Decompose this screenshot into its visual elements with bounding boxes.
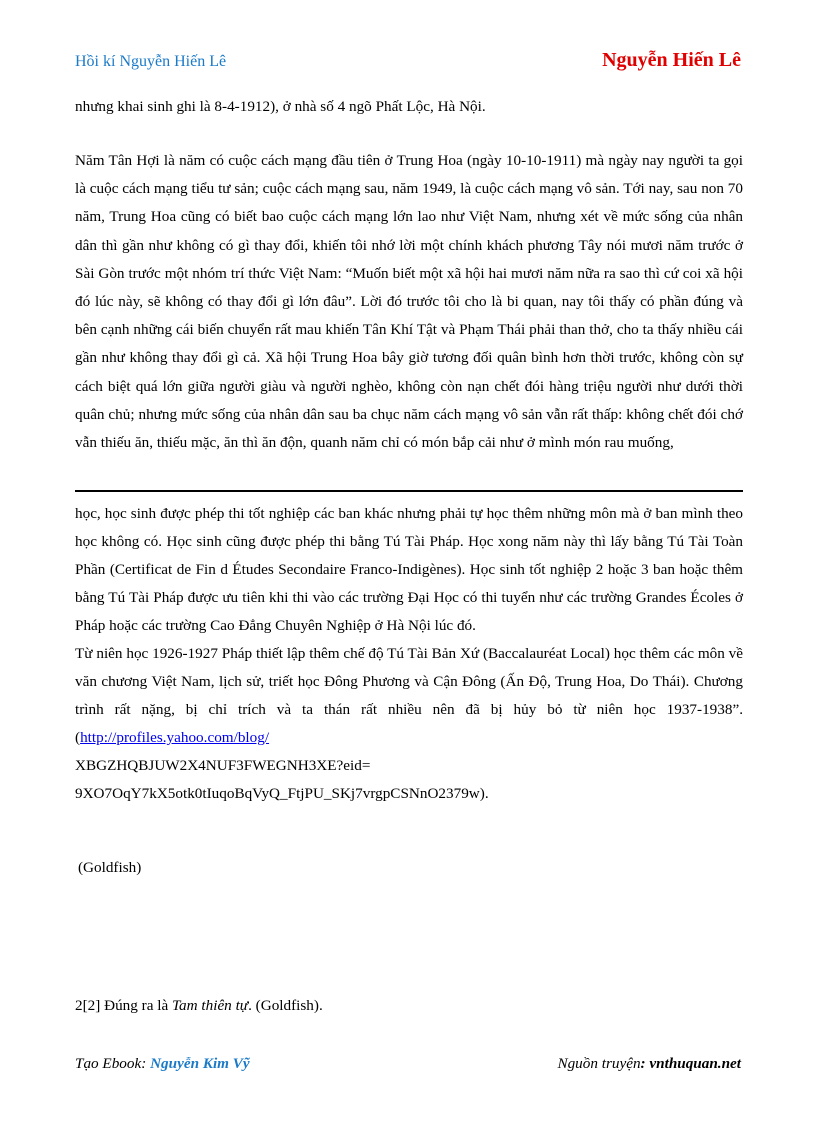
body-top-line: nhưng khai sinh ghi là 8-4-1912), ở nhà số 4 ngõ Phất Lộc, Hà Nội. xyxy=(75,98,486,115)
footnote-separator xyxy=(75,490,743,492)
footer-ebook-name: Nguyễn Kim Vỹ xyxy=(150,1055,250,1072)
footnote-paragraph-1: học, học sinh được phép thi tốt nghiệp các ban khác nhưng phải tự học thêm những môn mà ở ban mình theo học không có. Học sinh cũng được phép thi bằng Tú Tài Pháp. Học xong năm này thì lấy bằng Tú Tài Toàn Phần (Certificat de Fin d Études Secondaire Franco-Indigènes). Học sinh tốt nghiệp 2 hoặc 3 ban hoặc thêm bằng Tú Tài Pháp được ưu tiên khi thi vào các trường Đại Học có thi tuyển như các trường Grandes Écoles ở Pháp hoặc các trường Cao Đẳng Chuyên Nghiệp ở Hà Nội lúc đó. xyxy=(75,505,743,634)
footer-ebook-credit xyxy=(75,1055,250,1073)
footnote-paragraph-2-text: Từ niên học 1926-1927 Pháp thiết lập thêm chế độ Tú Tài Bản Xứ (Baccalauréat Local) học thêm các môn về văn chương Việt Nam, lịch sử, triết học Đông Phương và Cận Đông (Ấn Độ, Trung Hoa, Do Thái). Chương trình rất nặng, bị chỉ trích và ta thán rất nhiều nên đã bị hủy bỏ từ niên học 1937-1938”. ( xyxy=(75,645,743,746)
footnote-url-line-3: 9XO7OqY7kX5otk0tIuqoBqVyQ_FtjPU_SKj7vrgpCSNnO2379w). xyxy=(75,785,489,802)
footnote-2-italic: Tam thiên tự xyxy=(172,997,249,1014)
footer-ebook-sep: : xyxy=(141,1055,151,1072)
goldfish-credit: (Goldfish) xyxy=(78,859,142,876)
profile-blog-link[interactable]: http://profiles.yahoo.com/blog/ xyxy=(80,729,270,746)
footnote-block xyxy=(75,500,743,808)
footnote-paragraph-2 xyxy=(75,640,743,752)
footer-source-site: vnthuquan.net xyxy=(649,1055,741,1072)
footer-ebook-label: Tạo Ebook xyxy=(75,1055,142,1072)
footnote-url-line-2: XBGZHQBJUW2X4NUF3FWEGNH3XE?eid= xyxy=(75,757,371,774)
footnote-2-prefix: 2[2] Đúng ra là xyxy=(75,997,172,1014)
footer-source-sep: : xyxy=(640,1055,650,1072)
footnote-2-suffix: . (Goldfish). xyxy=(248,997,323,1014)
footnote-2 xyxy=(75,997,323,1015)
footer-source-label: Nguồn truyện xyxy=(557,1055,641,1072)
main-paragraph: Năm Tân Hợi là năm có cuộc cách mạng đầu tiên ở Trung Hoa (ngày 10-10-1911) mà ngày nay người ta gọi là cuộc cách mạng tiểu tư sản; cuộc cách mạng sau, năm 1949, là cuộc cách mạng vô sản. Tới nay, sau non 70 năm, Trung Hoa cũng có biết bao cuộc cách mạng lớn lao như Việt Nam, nhưng xét về mức sống của nhân dân thì gần như không có gì thay đổi, khiến tôi nhớ lời một chính khách phương Tây nói mươi năm trước ở Sài Gòn trước một nhóm trí thức Việt Nam: “Muốn biết một xã hội hai mươi năm nữa ra sao thì cứ coi xã hội đó lúc này, sẽ không có thay đổi gì lớn đâu”. Lời đó trước tôi cho là bi quan, nay tôi thấy có phần đúng và bên cạnh những cái biến chuyển rất mau khiến Tân Khí Tật và Phạm Thái phải than thở, cho ta thấy nhiều cái gần như không thay đổi gì cả. Xã hội Trung Hoa bây giờ tương đối quân bình hơn thời trước, không còn sự cách biệt quá lớn giữa người giàu và người nghèo, không còn nạn chết đói hàng triệu người như dưới thời quân chủ; nhưng mức sống của nhân dân sau ba chục năm cách mạng vô sản vẫn rất thấp: không chết đói chớ vẫn thiếu ăn, thiếu mặc, ăn thì ăn độn, quanh năm chỉ có món bắp cải như ở mình món rau muống, xyxy=(75,152,743,452)
header-book-title: Hồi kí Nguyễn Hiến Lê xyxy=(75,53,227,70)
header-author: Nguyễn Hiến Lê xyxy=(602,49,741,71)
footer-source xyxy=(557,1055,741,1073)
